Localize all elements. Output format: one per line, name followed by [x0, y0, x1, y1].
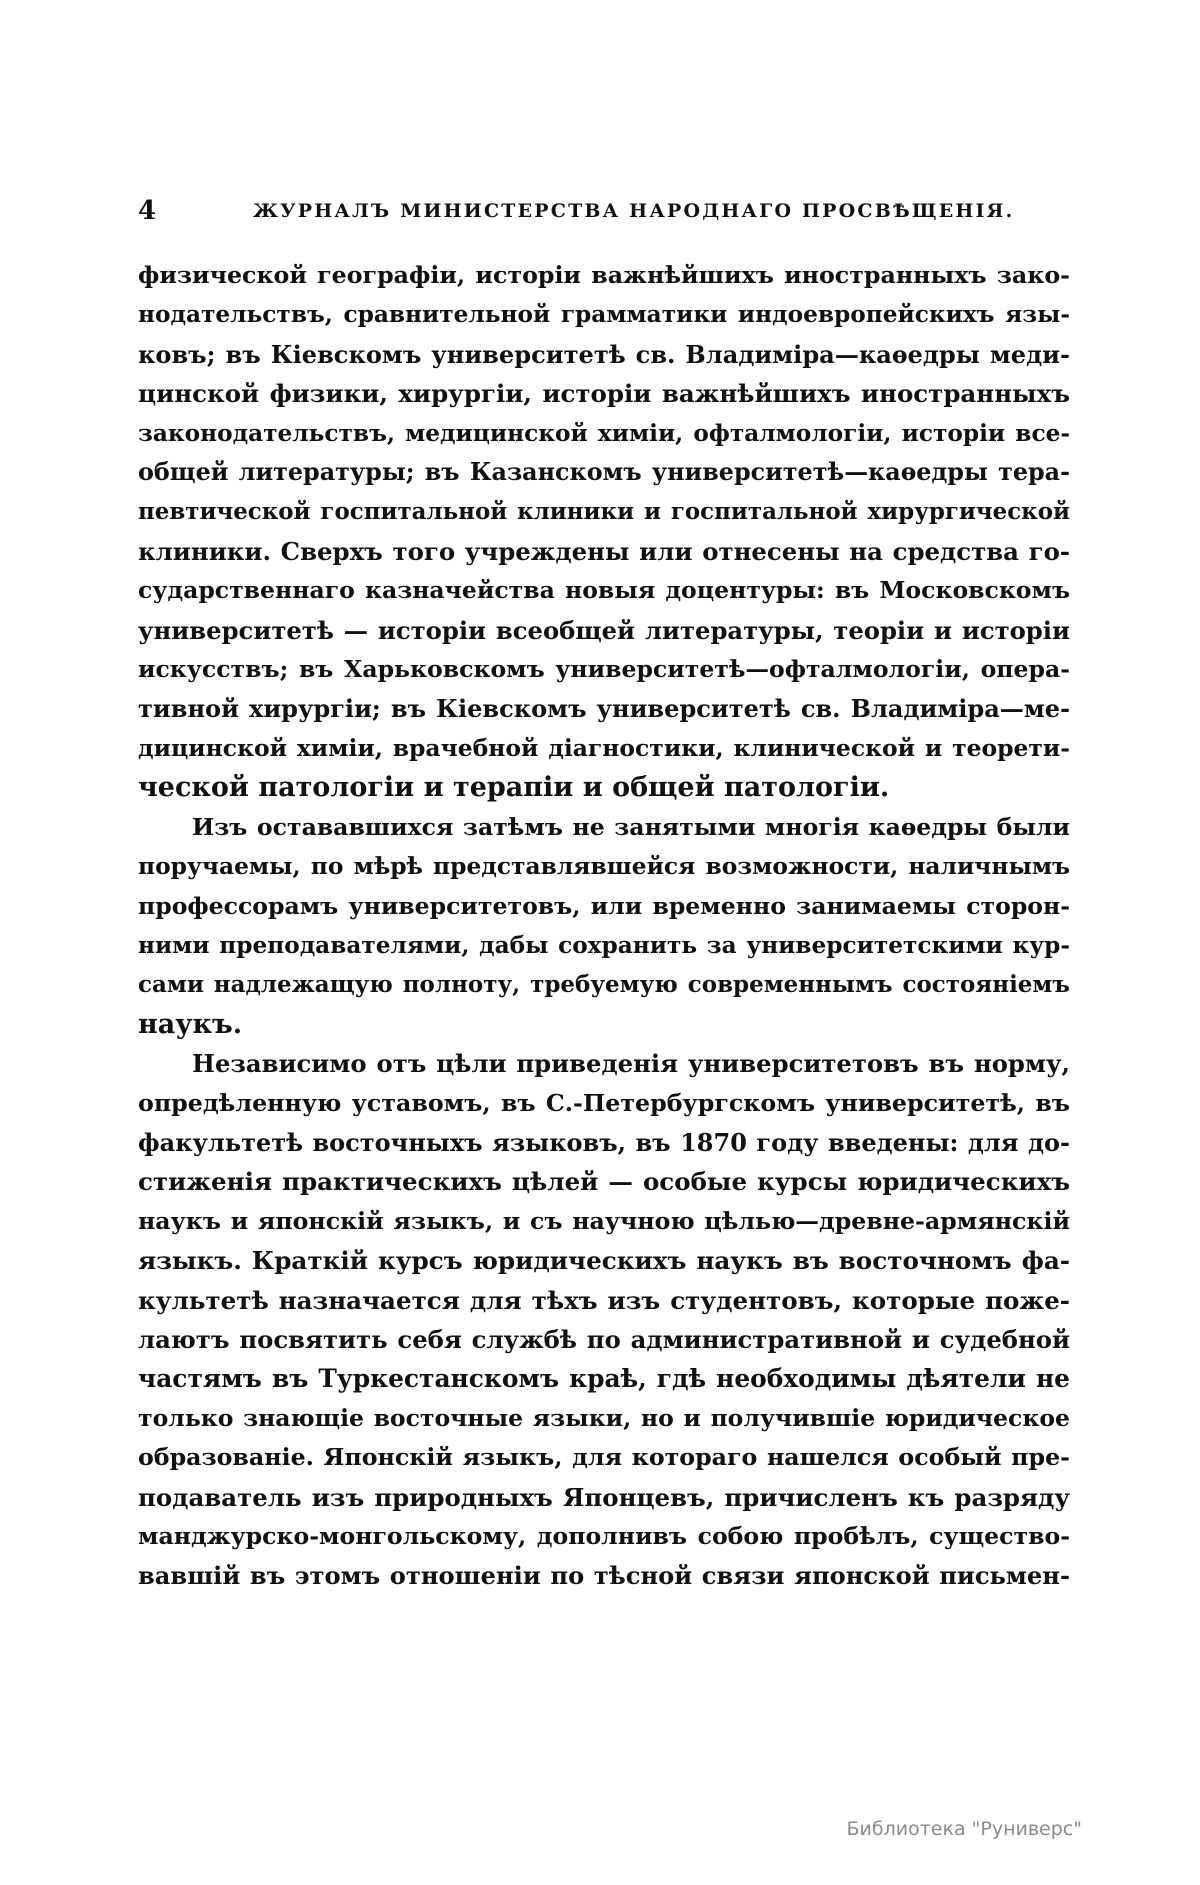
paragraph-3 — [138, 1044, 1070, 1596]
text-line: певтической госпитальной клиники и госпитальной хирургической — [138, 498, 1070, 526]
text-line: вавшій въ этомъ отношеніи по тѣсной связи японской письмен- — [138, 1561, 1070, 1591]
running-title: ЖУРНАЛЪ МИНИСТЕРСТВА НАРОДНАГО ПРОСВѢЩЕНІЯ. — [253, 200, 1015, 222]
text-line: факультетѣ восточныхъ языковъ, въ 1870 году введены: для до- — [138, 1127, 1070, 1157]
text-line: стиженія практическихъ цѣлей — особые курсы юридическихъ — [138, 1167, 1070, 1197]
text-line: языкъ. Краткій курсъ юридическихъ наукъ въ восточномъ фа- — [138, 1246, 1070, 1276]
text-line: цинской физики, хирургіи, исторіи важнѣйшихъ иностранныхъ — [138, 379, 1070, 409]
text-line: нодательствъ, сравнительной грамматики индоевропейскихъ язы- — [138, 301, 1070, 329]
paragraph-1 — [138, 256, 1070, 808]
text-line: профессорамъ университетовъ, или временно занимаемы сторон- — [138, 891, 1070, 920]
text-line: физической географіи, исторіи важнѣйшихъ иностранныхъ зако- — [138, 261, 1070, 289]
text-line: дицинской химіи, врачебной діагностики, клинической и теорети- — [138, 733, 1070, 762]
paragraph-2 — [138, 808, 1070, 1044]
text-line: подаватель изъ природныхъ Японцевъ, причисленъ къ разряду — [138, 1482, 1070, 1512]
text-line: опредѣленную уставомъ, въ С.-Петербургскомъ университетѣ, въ — [138, 1088, 1070, 1117]
text-line: законодательствъ, медицинской химіи, офталмологіи, исторіи все- — [138, 419, 1070, 447]
text-line: только знающіе восточные языки, но и получившіе юридическое — [138, 1403, 1070, 1432]
text-line: сударственнаго казначейства новыя доцентуры: въ Московскомъ — [138, 576, 1070, 605]
text-line: искусствъ; въ Харьковскомъ университетѣ—офталмологіи, опера- — [138, 655, 1070, 684]
text-line: Независимо отъ цѣли приведенія университетовъ въ норму, — [192, 1049, 1070, 1079]
text-line: ними преподавателями, дабы сохранить за университетскими кур- — [138, 931, 1070, 959]
page-header — [138, 196, 1070, 232]
text-line: тивной хирургіи; въ Кіевскомъ университетѣ св. Владиміра—ме- — [138, 694, 1070, 724]
text-line: образованіе. Японскій языкъ, для котораго нашелся особый пре- — [138, 1443, 1070, 1472]
text-line: культетѣ назначается для тѣхъ изъ студентовъ, которые поже- — [138, 1285, 1070, 1315]
library-watermark: Библиотека "Руниверс" — [846, 1818, 1082, 1840]
text-line: ческой патологіи и терапіи и общей патологіи. — [138, 772, 890, 804]
text-line: наукъ и японскій языкъ, и съ научною цѣлью—древне-армянскій — [138, 1206, 1070, 1235]
text-line: лаютъ посвятить себя службѣ по административной и судебной — [138, 1324, 1070, 1354]
text-line: клиники. Сверхъ того учреждены или отнесены на средства го- — [138, 536, 1070, 566]
text-line: Изъ остававшихся затѣмъ не занятыми многія каѳедры были — [192, 812, 1070, 841]
text-line: наукъ. — [138, 1008, 243, 1040]
text-line: сами надлежащую полноту, требуемую современнымъ состояніемъ — [138, 971, 1070, 999]
text-line: поручаемы, по мѣрѣ представлявшейся возможности, наличнымъ — [138, 852, 1070, 881]
text-line: частямъ въ Туркестанскомъ краѣ, гдѣ необходимы дѣятели не — [138, 1364, 1070, 1394]
body-text — [138, 256, 1070, 1596]
page-number: 4 — [138, 196, 157, 226]
text-line: манджурско-монгольскому, дополнивъ собою пробѣлъ, существо- — [138, 1522, 1070, 1550]
text-line: общей литературы; въ Казанскомъ университетѣ—каѳедры тера- — [138, 458, 1070, 487]
text-line: университетѣ — исторіи всеобщей литературы, теоріи и исторіи — [138, 615, 1070, 645]
text-line: ковъ; въ Кіевскомъ университетѣ св. Владиміра—каѳедры меди- — [138, 339, 1070, 369]
